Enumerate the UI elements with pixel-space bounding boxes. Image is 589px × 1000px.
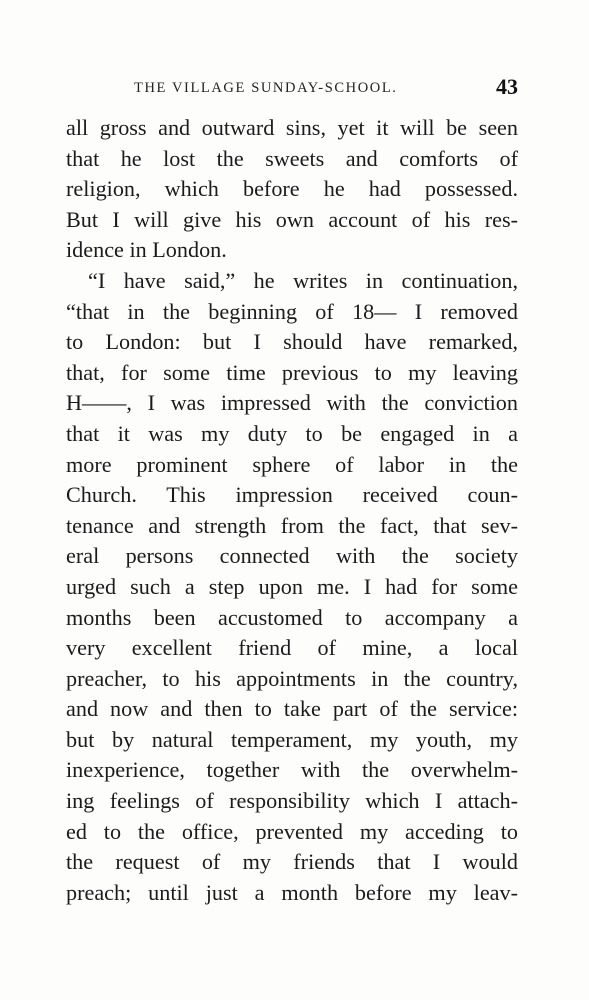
text-line: ed to the office, prevented my acceding to bbox=[66, 818, 518, 844]
text-line: and now and then to take part of the service: bbox=[66, 696, 518, 722]
text-line: tenance and strength from the fact, that sev- bbox=[66, 512, 518, 538]
text-line: months been accustomed to accompany a bbox=[66, 604, 518, 630]
text-line: “that in the beginning of 18— I removed bbox=[66, 298, 518, 324]
text-line: inexperience, together with the overwhelm- bbox=[66, 757, 518, 783]
text-line: “I have said,” he writes in continuation, bbox=[88, 267, 518, 293]
text-line: Church. This impression received coun- bbox=[66, 482, 518, 508]
text-line: to London: but I should have remarked, bbox=[66, 329, 518, 355]
text-line: but by natural temperament, my youth, my bbox=[66, 726, 518, 752]
text-line: religion, which before he had possessed. bbox=[66, 176, 518, 202]
text-line: that it was my duty to be engaged in a bbox=[66, 420, 518, 446]
text-line: more prominent sphere of labor in the bbox=[66, 451, 518, 477]
text-line: that, for some time previous to my leaving bbox=[66, 359, 518, 385]
text-line: very excellent friend of mine, a local bbox=[66, 635, 518, 661]
body-text bbox=[66, 113, 518, 908]
text-line: eral persons connected with the society bbox=[66, 543, 518, 569]
running-head bbox=[66, 74, 518, 104]
text-line: urged such a step upon me. I had for some bbox=[66, 573, 518, 599]
text-line: the request of my friends that I would bbox=[66, 849, 518, 875]
text-line: all gross and outward sins, yet it will be seen bbox=[66, 115, 518, 140]
text-line: idence in London. bbox=[66, 237, 227, 263]
text-line: H——, I was impressed with the conviction bbox=[66, 390, 518, 416]
text-line: preach; until just a month before my leav- bbox=[66, 879, 518, 905]
running-title: THE VILLAGE SUNDAY-SCHOOL. bbox=[134, 80, 398, 96]
text-line: that he lost the sweets and comforts of bbox=[66, 145, 518, 171]
page-number: 43 bbox=[496, 74, 518, 99]
text-line: preacher, to his appointments in the country, bbox=[66, 665, 518, 691]
text-line: But I will give his own account of his res- bbox=[66, 206, 518, 232]
text-line: ing feelings of responsibility which I attach- bbox=[66, 788, 518, 814]
